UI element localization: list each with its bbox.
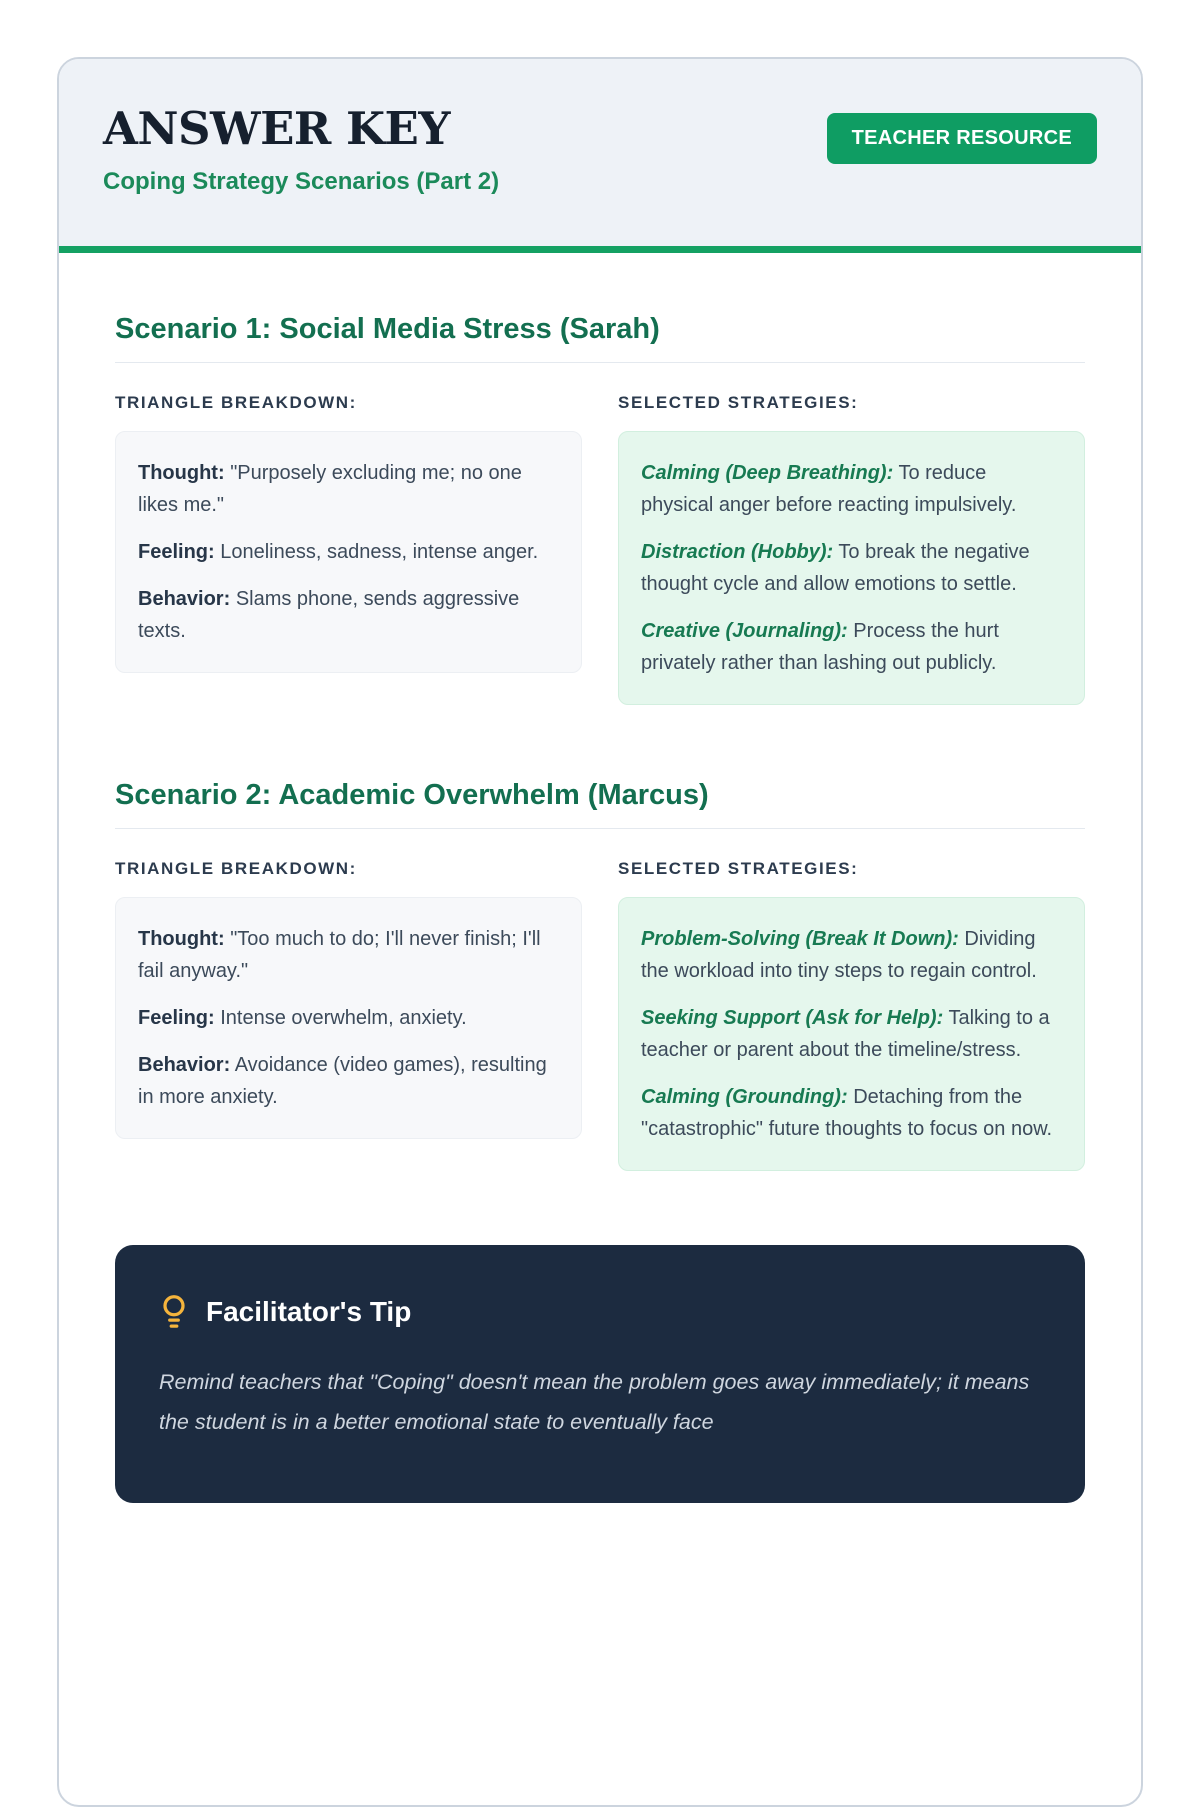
strategy-name: Distraction (Hobby):: [641, 541, 834, 564]
tip-header: [159, 1293, 1041, 1331]
answer-key-card: [57, 57, 1143, 1807]
triangle-breakdown-label: TRIANGLE BREAKDOWN:: [115, 393, 357, 413]
selected-strategies-label: SELECTED STRATEGIES:: [618, 393, 859, 413]
strategy-item: [641, 1081, 1062, 1145]
strategy-item: [641, 615, 1062, 679]
tip-text: Remind teachers that "Coping" doesn't mean the problem goes away immediately; it means the student is in a better emotional state to eventually face: [159, 1370, 1030, 1435]
breakdown-item-text: Loneliness, sadness, intense anger.: [220, 541, 539, 564]
strategy-item: [641, 1002, 1062, 1066]
header-titles: [103, 102, 500, 196]
breakdown-item-label: Behavior:: [138, 588, 231, 611]
breakdown-item-label: Behavior:: [138, 1054, 231, 1077]
breakdown-item-text: Slams phone, sends aggressive texts.: [138, 588, 520, 643]
strategies-box: [618, 897, 1085, 1171]
scenario-1-section: [115, 313, 1085, 705]
breakdown-item: [138, 457, 559, 521]
strategy-item: [641, 536, 1062, 600]
breakdown-item-label: Feeling:: [138, 541, 215, 564]
strategy-name: Seeking Support (Ask for Help):: [641, 1007, 944, 1030]
breakdown-item: [138, 1002, 559, 1034]
strategy-item: [641, 457, 1062, 521]
scenario-divider: [115, 362, 1085, 363]
strategies-box: [618, 431, 1085, 705]
strategy-text: Process the hurt privately rather than lashing out publicly.: [641, 620, 999, 675]
selected-strategies-column: [618, 859, 1085, 1171]
breakdown-item-label: Thought:: [138, 928, 225, 951]
strategy-text: Talking to a teacher or parent about the timeline/stress.: [641, 1007, 1050, 1062]
teacher-resource-badge: TEACHER RESOURCE: [827, 113, 1097, 164]
breakdown-item: [138, 536, 559, 568]
triangle-breakdown-column: [115, 393, 582, 673]
strategy-text: To break the negative thought cycle and allow emotions to settle.: [641, 541, 1030, 596]
facilitator-tip-box: [115, 1245, 1085, 1503]
breakdown-item-text: Avoidance (video games), resulting in more anxiety.: [138, 1054, 547, 1109]
triangle-breakdown-column: [115, 859, 582, 1139]
strategy-text: Dividing the workload into tiny steps to regain control.: [641, 928, 1037, 983]
breakdown-item-text: Intense overwhelm, anxiety.: [220, 1007, 467, 1030]
strategy-item: [641, 923, 1062, 987]
card-header: [59, 59, 1141, 253]
lightbulb-icon: [159, 1293, 189, 1331]
scenario-2-section: [115, 779, 1085, 1171]
breakdown-item-label: Feeling:: [138, 1007, 215, 1030]
page-subtitle: Coping Strategy Scenarios (Part 2): [103, 168, 500, 196]
scenario-1-columns: [115, 393, 1085, 705]
breakdown-item-text: "Too much to do; I'll never finish; I'll fail anyway.": [138, 928, 541, 983]
triangle-breakdown-label: TRIANGLE BREAKDOWN:: [115, 859, 357, 879]
scenario-2-title: Scenario 2: Academic Overwhelm (Marcus): [115, 779, 709, 812]
scenario-divider: [115, 828, 1085, 829]
breakdown-item-label: Thought:: [138, 462, 225, 485]
scenario-1-title: Scenario 1: Social Media Stress (Sarah): [115, 313, 660, 346]
breakdown-item-text: "Purposely excluding me; no one likes me.": [138, 462, 522, 517]
selected-strategies-label: SELECTED STRATEGIES:: [618, 859, 859, 879]
strategy-text: Detaching from the "catastrophic" future thoughts to focus on now.: [641, 1086, 1053, 1141]
page-title: ANSWER KEY: [103, 102, 450, 155]
strategy-name: Calming (Deep Breathing):: [641, 462, 894, 485]
strategy-text: To reduce physical anger before reacting impulsively.: [641, 462, 1017, 517]
strategy-name: Creative (Journaling):: [641, 620, 848, 643]
breakdown-item: [138, 1049, 559, 1113]
strategy-name: Problem-Solving (Break It Down):: [641, 928, 959, 951]
breakdown-item: [138, 923, 559, 987]
card-body: [59, 253, 1141, 1559]
breakdown-box: [115, 431, 582, 673]
strategy-name: Calming (Grounding):: [641, 1086, 848, 1109]
selected-strategies-column: [618, 393, 1085, 705]
tip-title: Facilitator's Tip: [206, 1296, 412, 1328]
scenario-2-columns: [115, 859, 1085, 1171]
breakdown-box: [115, 897, 582, 1139]
breakdown-item: [138, 583, 559, 647]
